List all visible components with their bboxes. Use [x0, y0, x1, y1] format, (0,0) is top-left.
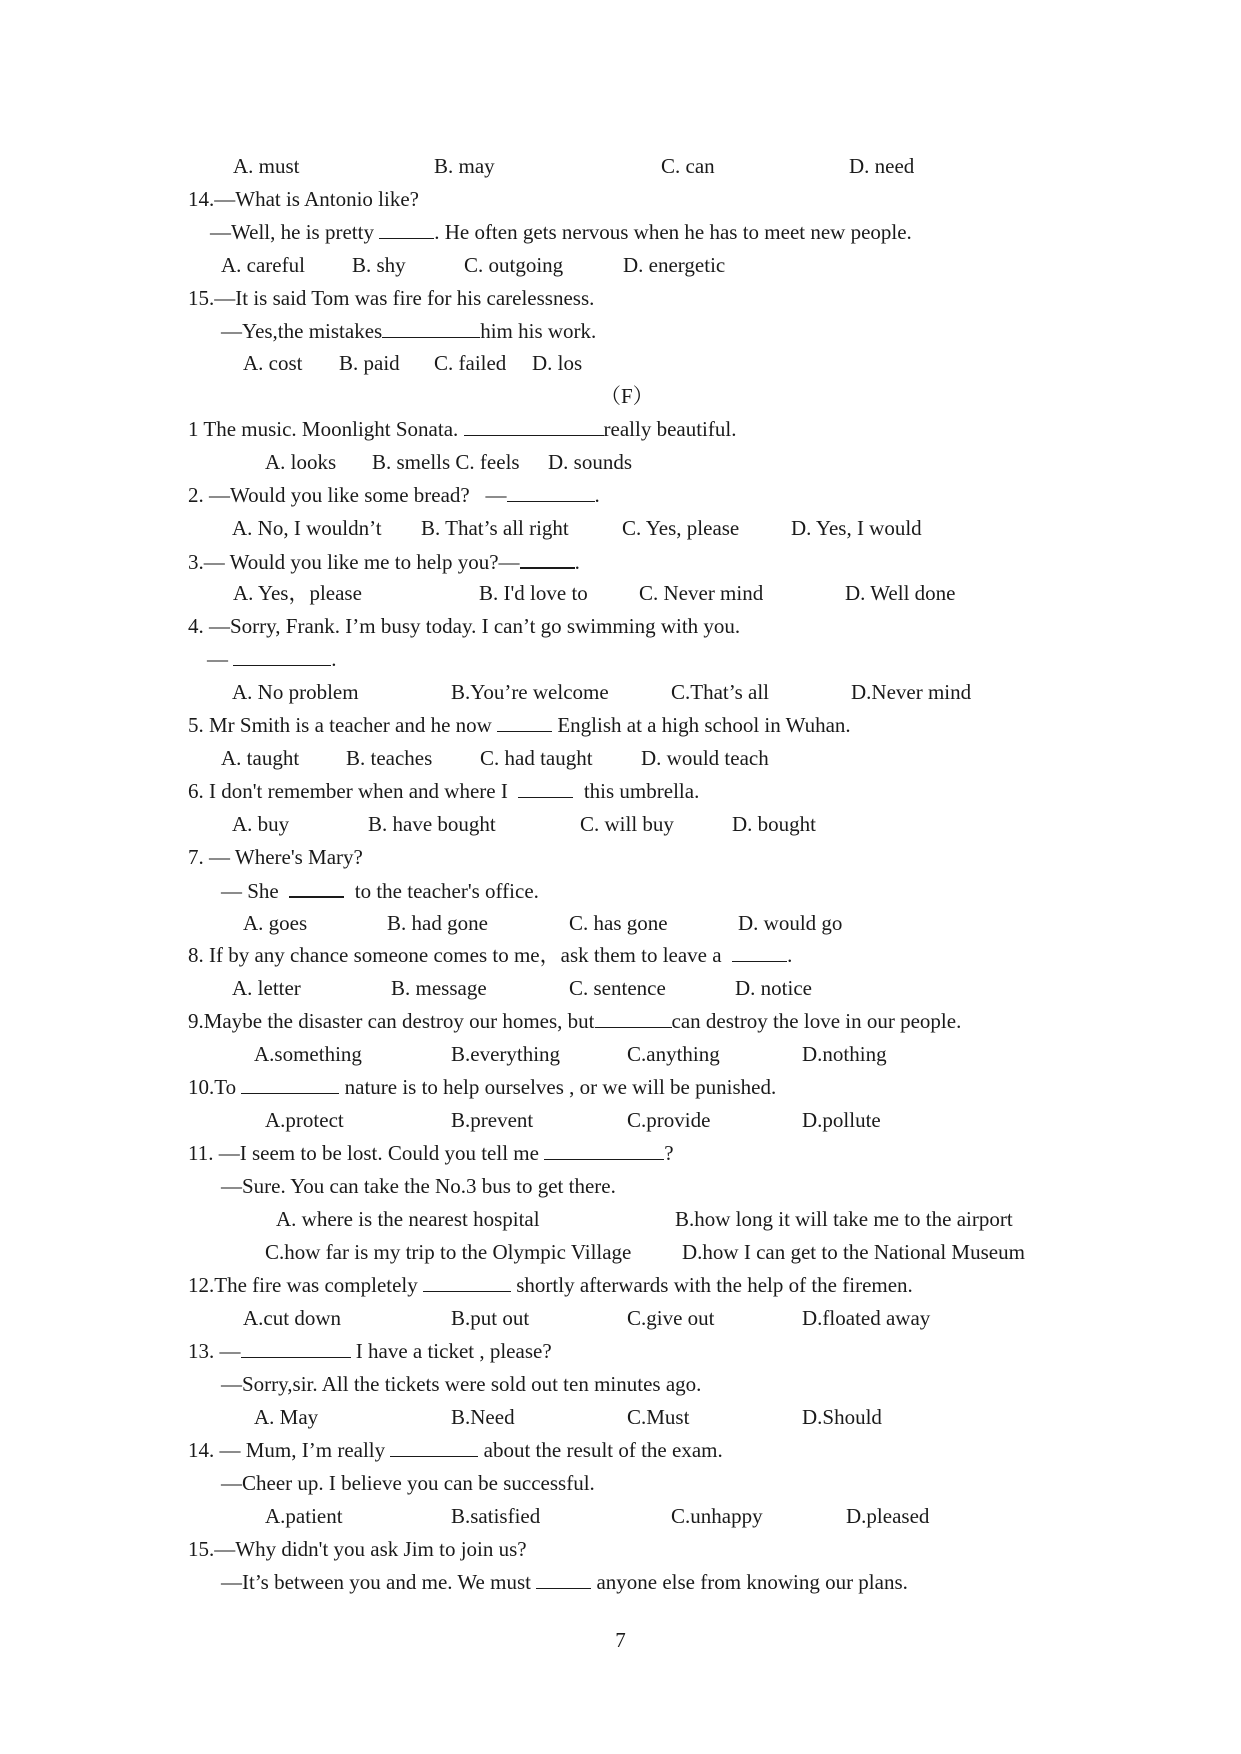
text-line: [352, 252, 406, 278]
line-text: him his work.: [480, 319, 597, 343]
answer-blank: [595, 1008, 672, 1028]
text-line: [265, 1239, 631, 1265]
line-text: C.Must: [627, 1405, 690, 1429]
line-text: D.how I can get to the National Museum: [682, 1240, 1025, 1264]
line-text: D.Should: [802, 1405, 882, 1429]
text-line: [451, 1305, 529, 1331]
line-text: 14. — Mum, I’m really: [188, 1438, 391, 1462]
text-line: [368, 811, 496, 837]
text-line: [802, 1041, 887, 1067]
line-text: .: [594, 483, 600, 507]
line-text: 8. If by any chance someone comes to me，ask them to leave a: [188, 943, 733, 967]
line-text: A. No problem: [232, 680, 359, 704]
text-line: [188, 844, 363, 870]
text-line: [845, 580, 956, 606]
line-text: D.pleased: [846, 1504, 930, 1528]
line-text: —It’s between you and me. We must: [221, 1570, 537, 1594]
line-text: D. sounds: [548, 450, 633, 474]
line-text: 9.Maybe the disaster can destroy our homes, but: [188, 1009, 595, 1033]
text-line: [232, 679, 359, 705]
text-line: [671, 1503, 763, 1529]
text-line: [548, 449, 632, 475]
line-text: —Yes,the mistakes: [221, 319, 383, 343]
text-line: [682, 1239, 1025, 1265]
text-line: [851, 679, 971, 705]
line-text: D. energetic: [623, 253, 726, 277]
text-line: [434, 350, 506, 376]
line-text: 6. I don't remember when and where I: [188, 779, 519, 803]
line-text: .: [787, 943, 793, 967]
line-text: B. may: [434, 154, 495, 178]
line-text: to the teacher's office.: [344, 879, 539, 903]
text-line: [221, 1173, 616, 1199]
line-text: D. Well done: [845, 581, 956, 605]
text-line: [221, 1470, 595, 1496]
line-text: 4. —Sorry, Frank. I’m busy today. I can’t go swimming with you.: [188, 614, 741, 638]
line-text: D. would teach: [641, 746, 769, 770]
line-text: B. teaches: [346, 746, 433, 770]
text-line: [243, 910, 307, 936]
text-line: [188, 942, 792, 968]
answer-blank: [520, 548, 575, 569]
text-line: [188, 1272, 913, 1298]
text-line: [802, 1107, 881, 1133]
text-line: [188, 1536, 527, 1562]
answer-blank: [732, 942, 787, 962]
line-text: nature is to help ourselves , or we will be punished.: [339, 1075, 777, 1099]
line-text: B. message: [391, 976, 487, 1000]
text-line: [623, 252, 725, 278]
text-line: [849, 153, 914, 179]
text-line: [675, 1206, 1013, 1232]
text-line: [802, 1305, 930, 1331]
line-text: C. Yes, please: [622, 516, 740, 540]
text-line: [188, 778, 699, 804]
answer-blank: [241, 1074, 339, 1094]
line-text: A. No, I wouldn’t: [232, 516, 382, 540]
text-line: [627, 1107, 710, 1133]
line-text: D. Yes, I would: [791, 516, 922, 540]
line-text: B.satisfied: [451, 1504, 541, 1528]
text-line: [532, 350, 582, 376]
line-text: A. letter: [232, 976, 301, 1000]
text-line: [188, 1140, 674, 1166]
text-line: [243, 350, 303, 376]
text-line: [265, 449, 336, 475]
text-line: [732, 811, 816, 837]
text-line: [791, 515, 922, 541]
line-text: — She: [221, 879, 290, 903]
answer-blank: [423, 1272, 511, 1292]
line-text: D. need: [849, 154, 915, 178]
answer-blank: [544, 1140, 664, 1160]
text-line: [221, 1569, 908, 1595]
text-line: [451, 1041, 560, 1067]
text-line: [451, 679, 609, 705]
answer-blank: [233, 646, 331, 666]
line-text: ?: [664, 1141, 674, 1165]
text-line: [600, 383, 654, 409]
line-text: 13. —: [188, 1339, 241, 1363]
line-text: anyone else from knowing our plans.: [591, 1570, 908, 1594]
text-line: [254, 1404, 318, 1430]
text-line: [188, 712, 851, 738]
text-line: [641, 745, 769, 771]
line-text: . He often gets nervous when he has to meet new people.: [434, 220, 912, 244]
line-text: A. buy: [232, 812, 290, 836]
line-text: C. sentence: [569, 976, 666, 1000]
line-text: —Well, he is pretty: [210, 220, 380, 244]
text-line: [451, 1404, 515, 1430]
line-text: C.anything: [627, 1042, 720, 1066]
text-line: [188, 482, 600, 508]
line-text: D.floated away: [802, 1306, 931, 1330]
line-text: C.how far is my trip to the Olympic Village: [265, 1240, 632, 1264]
line-text: English at a high school in Wuhan.: [552, 713, 851, 737]
text-line: [639, 580, 763, 606]
line-text: B. have bought: [368, 812, 496, 836]
text-line: [622, 515, 739, 541]
text-line: [233, 580, 362, 606]
text-line: [802, 1404, 882, 1430]
line-text: A. looks: [265, 450, 337, 474]
line-text: .: [574, 550, 580, 574]
line-text: D.Never mind: [851, 680, 972, 704]
line-text: 2. —Would you like some bread? —: [188, 483, 507, 507]
answer-blank: [507, 482, 595, 502]
line-text: C. can: [661, 154, 715, 178]
line-text: C. has gone: [569, 911, 668, 935]
text-line: [846, 1503, 929, 1529]
line-text: C. will buy: [580, 812, 674, 836]
line-text: D.pollute: [802, 1108, 881, 1132]
text-line: [188, 1074, 776, 1100]
line-text: B. I'd love to: [479, 581, 588, 605]
text-line: [243, 1305, 341, 1331]
line-text: —Cheer up. I believe you can be successful.: [221, 1471, 595, 1495]
text-line: [339, 350, 400, 376]
line-text: B.everything: [451, 1042, 561, 1066]
text-line: [569, 975, 666, 1001]
line-text: C. failed: [434, 351, 507, 375]
line-text: shortly afterwards with the help of the firemen.: [511, 1273, 913, 1297]
text-line: [188, 548, 580, 575]
line-text: this umbrella.: [573, 779, 700, 803]
line-text: A. where is the nearest hospital: [276, 1207, 540, 1231]
line-text: 10.To: [188, 1075, 242, 1099]
line-text: C.give out: [627, 1306, 715, 1330]
text-line: [738, 910, 842, 936]
line-text: can destroy the love in our people.: [671, 1009, 962, 1033]
line-text: C. outgoing: [464, 253, 564, 277]
text-line: [372, 449, 520, 475]
line-text: I have a ticket , please?: [350, 1339, 552, 1363]
text-line: [210, 219, 912, 245]
line-text: B. had gone: [387, 911, 488, 935]
line-text: A. May: [254, 1405, 319, 1429]
text-line: [232, 975, 301, 1001]
line-text: 1 The music. Moonlight Sonata.: [188, 417, 464, 441]
line-text: 5. Mr Smith is a teacher and he now: [188, 713, 498, 737]
text-line: [232, 811, 289, 837]
text-line: [188, 1008, 961, 1034]
answer-blank: [390, 1437, 478, 1457]
line-text: about the result of the exam.: [478, 1438, 723, 1462]
line-text: C. had taught: [480, 746, 593, 770]
text-line: [265, 1503, 343, 1529]
line-text: C.provide: [627, 1108, 711, 1132]
answer-blank: [464, 416, 604, 436]
text-line: [387, 910, 488, 936]
line-text: D.nothing: [802, 1042, 887, 1066]
line-text: 7. — Where's Mary?: [188, 845, 363, 869]
text-line: [188, 1437, 723, 1463]
text-line: [232, 515, 382, 541]
text-line: [254, 1041, 362, 1067]
text-line: [569, 910, 668, 936]
line-text: C.That’s all: [671, 680, 769, 704]
line-text: A.something: [254, 1042, 362, 1066]
text-line: [464, 252, 563, 278]
text-line: [627, 1041, 720, 1067]
answer-blank: [289, 877, 344, 898]
answer-blank: [241, 1338, 351, 1358]
text-line: [451, 1503, 540, 1529]
line-text: C.unhappy: [671, 1504, 763, 1528]
answer-blank: [497, 712, 552, 732]
line-text: A. Yes，please: [233, 581, 362, 605]
text-line: [221, 252, 305, 278]
text-line: [221, 745, 299, 771]
line-text: D. notice: [735, 976, 812, 1000]
text-line: [671, 679, 769, 705]
text-line: [391, 975, 487, 1001]
line-text: A.cut down: [243, 1306, 341, 1330]
line-text: —: [207, 647, 234, 671]
text-line: [627, 1305, 715, 1331]
answer-blank: [518, 778, 573, 798]
line-text: D. los: [532, 351, 583, 375]
line-text: B. That’s all right: [421, 516, 569, 540]
text-line: [233, 153, 300, 179]
page-number: 7: [615, 1628, 626, 1652]
line-text: B.how long it will take me to the airport: [675, 1207, 1013, 1231]
text-line: [479, 580, 588, 606]
text-line: [735, 975, 812, 1001]
text-line: [265, 1107, 344, 1133]
answer-blank: [379, 219, 434, 239]
line-text: 11. —I seem to be lost. Could you tell me: [188, 1141, 545, 1165]
text-line: [451, 1107, 533, 1133]
text-line: [188, 186, 419, 212]
line-text: B. shy: [352, 253, 406, 277]
line-text: —Sorry,sir. All the tickets were sold out ten minutes ago.: [221, 1372, 702, 1396]
line-text: B.You’re welcome: [451, 680, 609, 704]
text-line: [627, 1404, 689, 1430]
line-text: really beautiful.: [603, 417, 737, 441]
text-line: [434, 153, 495, 179]
line-text: D. would go: [738, 911, 843, 935]
line-text: （F）: [600, 384, 654, 408]
line-text: 14.—What is Antonio like?: [188, 187, 419, 211]
line-text: 15.—Why didn't you ask Jim to join us?: [188, 1537, 527, 1561]
line-text: A.protect: [265, 1108, 344, 1132]
text-line: [221, 318, 596, 344]
line-text: A. goes: [243, 911, 308, 935]
text-line: [188, 285, 594, 311]
line-text: 15.—It is said Tom was fire for his carelessness.: [188, 286, 595, 310]
line-text: B.put out: [451, 1306, 530, 1330]
text-line: [346, 745, 432, 771]
text-line: [221, 877, 539, 904]
line-text: C. Never mind: [639, 581, 764, 605]
text-line: [480, 745, 593, 771]
answer-blank: [382, 318, 480, 338]
text-line: [421, 515, 569, 541]
text-line: [221, 1371, 701, 1397]
text-line: [661, 153, 715, 179]
text-line: [207, 646, 337, 672]
line-text: B. smells C. feels: [372, 450, 520, 474]
line-text: B.Need: [451, 1405, 515, 1429]
line-text: B. paid: [339, 351, 400, 375]
line-text: A. cost: [243, 351, 303, 375]
text-line: [188, 416, 736, 442]
text-line: [188, 1338, 552, 1364]
line-text: —Sure. You can take the No.3 bus to get there.: [221, 1174, 616, 1198]
line-text: D. bought: [732, 812, 816, 836]
text-line: [276, 1206, 540, 1232]
line-text: A. taught: [221, 746, 300, 770]
text-line: [188, 613, 740, 639]
line-text: A.patient: [265, 1504, 343, 1528]
text-line: [580, 811, 674, 837]
line-text: A. careful: [221, 253, 305, 277]
line-text: B.prevent: [451, 1108, 534, 1132]
line-text: .: [331, 647, 337, 671]
line-text: A. must: [233, 154, 300, 178]
line-text: 12.The fire was completely: [188, 1273, 423, 1297]
line-text: 3.— Would you like me to help you?—: [188, 550, 520, 574]
answer-blank: [536, 1569, 591, 1589]
